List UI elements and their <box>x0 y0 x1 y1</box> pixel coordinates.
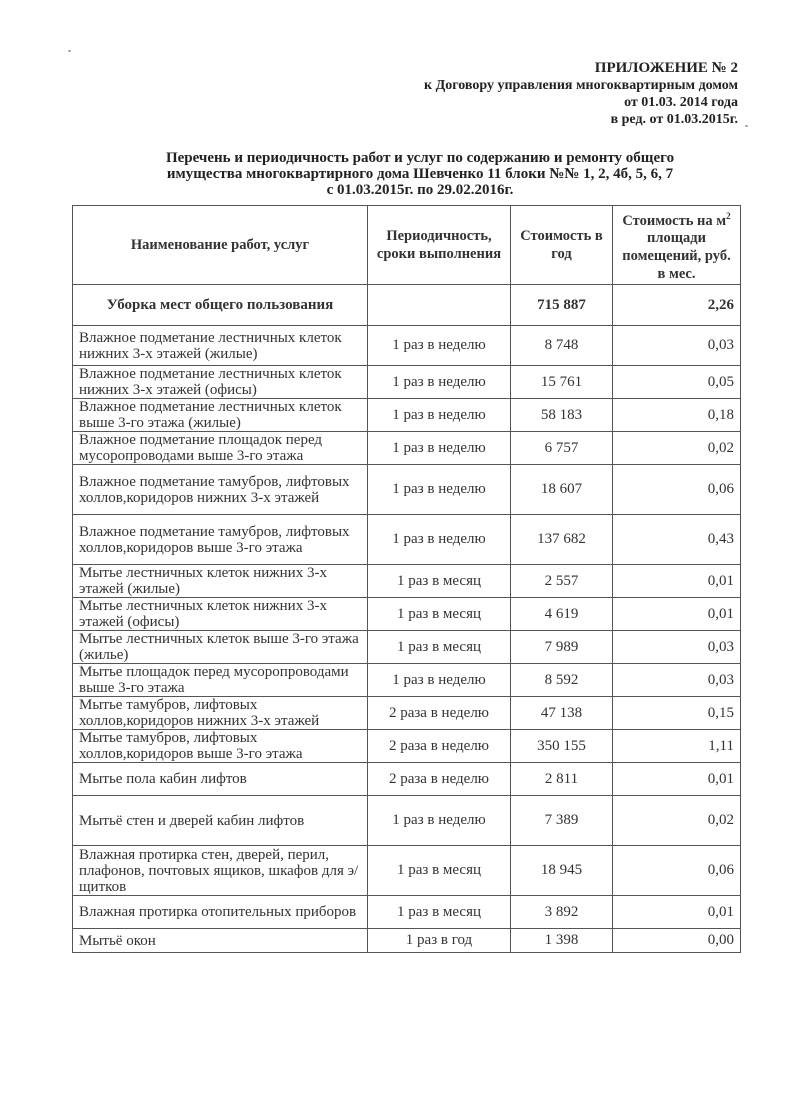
row-cost: 58 183 <box>511 399 613 432</box>
row-cost: 2 557 <box>511 565 613 598</box>
row-name: Влажное подметание лестничных клеток нижних 3-х этажей (жилые) <box>73 326 368 366</box>
row-period: 1 раз в месяц <box>368 598 511 631</box>
document-title-line-1: Перечень и периодичность работ и услуг по содержанию и ремонту общего <box>165 150 675 166</box>
row-rate: 0,43 <box>613 515 741 565</box>
section-row <box>73 285 741 326</box>
row-cost: 18 945 <box>511 846 613 896</box>
row-rate: 1,11 <box>613 730 741 763</box>
table-row <box>73 515 741 565</box>
row-rate: 0,01 <box>613 565 741 598</box>
row-period: 1 раз в неделю <box>368 515 511 565</box>
row-name: Влажное подметание тамубров, лифтовых холлов,коридоров нижних 3-х этажей <box>73 465 368 515</box>
document-title <box>140 150 700 198</box>
row-period: 1 раз в неделю <box>368 399 511 432</box>
row-rate: 0,06 <box>613 465 741 515</box>
row-period: 1 раз в неделю <box>368 465 511 515</box>
row-name: Мытье лестничных клеток нижних 3-х этажей (офисы) <box>73 598 368 631</box>
row-name: Влажное подметание лестничных клеток выше 3-го этажа (жилые) <box>73 399 368 432</box>
row-period: 1 раз в неделю <box>368 432 511 465</box>
row-cost: 8 592 <box>511 664 613 697</box>
row-rate: 0,03 <box>613 631 741 664</box>
row-period: 1 раз в неделю <box>368 796 511 846</box>
header-rate-superscript: 2 <box>726 210 731 221</box>
row-cost: 6 757 <box>511 432 613 465</box>
row-name: Влажное подметание лестничных клеток нижних 3-х этажей (офисы) <box>73 366 368 399</box>
row-period: 1 раз в месяц <box>368 846 511 896</box>
table-row <box>73 796 741 846</box>
works-table <box>72 205 741 953</box>
row-rate: 0,01 <box>613 598 741 631</box>
header-period: Периодичность, сроки выполнения <box>368 206 511 285</box>
row-period: 1 раз в месяц <box>368 631 511 664</box>
row-rate: 0,05 <box>613 366 741 399</box>
row-name: Мытьё стен и дверей кабин лифтов <box>73 796 368 846</box>
row-name: Мытье тамубров, лифтовых холлов,коридоров выше 3-го этажа <box>73 730 368 763</box>
table-row <box>73 763 741 796</box>
row-name: Мытье лестничных клеток выше 3-го этажа (жилье) <box>73 631 368 664</box>
appendix-contract-date: от 01.03. 2014 года <box>624 95 738 110</box>
row-period: 1 раз в месяц <box>368 896 511 929</box>
table-row <box>73 598 741 631</box>
row-rate: 0,06 <box>613 846 741 896</box>
table-header-row <box>73 206 741 285</box>
table-row <box>73 896 741 929</box>
row-name: Влажное подметание площадок перед мусоропроводами выше 3-го этажа <box>73 432 368 465</box>
document-title-line-3: с 01.03.2015г. по 29.02.2016г. <box>326 182 514 198</box>
row-rate: 0,01 <box>613 896 741 929</box>
scan-speck <box>68 50 71 52</box>
table-row <box>73 565 741 598</box>
row-name: Мытье тамубров, лифтовых холлов,коридоров нижних 3-х этажей <box>73 697 368 730</box>
row-rate: 0,03 <box>613 326 741 366</box>
row-period: 2 раза в неделю <box>368 730 511 763</box>
header-rate <box>613 206 741 285</box>
row-name: Мытье лестничных клеток нижних 3-х этажей (жилые) <box>73 565 368 598</box>
row-rate: 0,00 <box>613 929 741 953</box>
row-name: Влажное подметание тамубров, лифтовых холлов,коридоров выше 3-го этажа <box>73 515 368 565</box>
table-row <box>73 929 741 953</box>
row-name: Мытье пола кабин лифтов <box>73 763 368 796</box>
appendix-title: ПРИЛОЖЕНИЕ № 2 <box>594 60 738 76</box>
row-cost: 3 892 <box>511 896 613 929</box>
row-period: 1 раз в неделю <box>368 664 511 697</box>
header-name: Наименование работ, услуг <box>73 206 368 285</box>
row-rate: 0,15 <box>613 697 741 730</box>
row-name: Влажная протирка отопительных приборов <box>73 896 368 929</box>
row-rate: 0,01 <box>613 763 741 796</box>
appendix-header <box>424 60 738 128</box>
row-cost: 4 619 <box>511 598 613 631</box>
table-row <box>73 730 741 763</box>
row-cost: 15 761 <box>511 366 613 399</box>
table-row <box>73 697 741 730</box>
row-period: 1 раз в год <box>368 929 511 953</box>
section-rate: 2,26 <box>613 285 741 326</box>
row-cost: 137 682 <box>511 515 613 565</box>
table-row <box>73 846 741 896</box>
table-row <box>73 399 741 432</box>
row-cost: 350 155 <box>511 730 613 763</box>
row-period: 1 раз в неделю <box>368 326 511 366</box>
row-period: 1 раз в месяц <box>368 565 511 598</box>
row-cost: 7 989 <box>511 631 613 664</box>
row-name: Влажная протирка стен, дверей, перил, плафонов, почтовых ящиков, шкафов для э/щитков <box>73 846 368 896</box>
row-cost: 1 398 <box>511 929 613 953</box>
section-cost: 715 887 <box>511 285 613 326</box>
table-row <box>73 366 741 399</box>
row-cost: 18 607 <box>511 465 613 515</box>
row-rate: 0,03 <box>613 664 741 697</box>
table-row <box>73 465 741 515</box>
row-cost: 2 811 <box>511 763 613 796</box>
row-period: 2 раза в неделю <box>368 697 511 730</box>
table-row <box>73 631 741 664</box>
row-rate: 0,02 <box>613 796 741 846</box>
header-cost-year: Стоимость в год <box>511 206 613 285</box>
section-name: Уборка мест общего пользования <box>73 285 368 326</box>
row-cost: 47 138 <box>511 697 613 730</box>
document-title-line-2: имущества многоквартирного дома Шевченко 11 блоки №№ 1, 2, 4б, 5, 6, 7 <box>166 166 674 182</box>
row-period: 1 раз в неделю <box>368 366 511 399</box>
appendix-contract-ref: к Договору управления многоквартирным домом <box>424 78 738 93</box>
row-rate: 0,02 <box>613 432 741 465</box>
row-name: Мытьё окон <box>73 929 368 953</box>
table-row <box>73 326 741 366</box>
row-period: 2 раза в неделю <box>368 763 511 796</box>
table-row <box>73 432 741 465</box>
table-row <box>73 664 741 697</box>
row-cost: 7 389 <box>511 796 613 846</box>
appendix-revision-date: в ред. от 01.03.2015г. <box>610 112 738 127</box>
header-rate-text: Стоимость на м <box>622 212 727 229</box>
row-cost: 8 748 <box>511 326 613 366</box>
row-rate: 0,18 <box>613 399 741 432</box>
header-rate-text-rest: площади помещений, руб. в мес. <box>622 230 731 283</box>
row-name: Мытье площадок перед мусоропроводами выше 3-го этажа <box>73 664 368 697</box>
section-period <box>368 285 511 326</box>
scan-speck <box>745 125 748 127</box>
